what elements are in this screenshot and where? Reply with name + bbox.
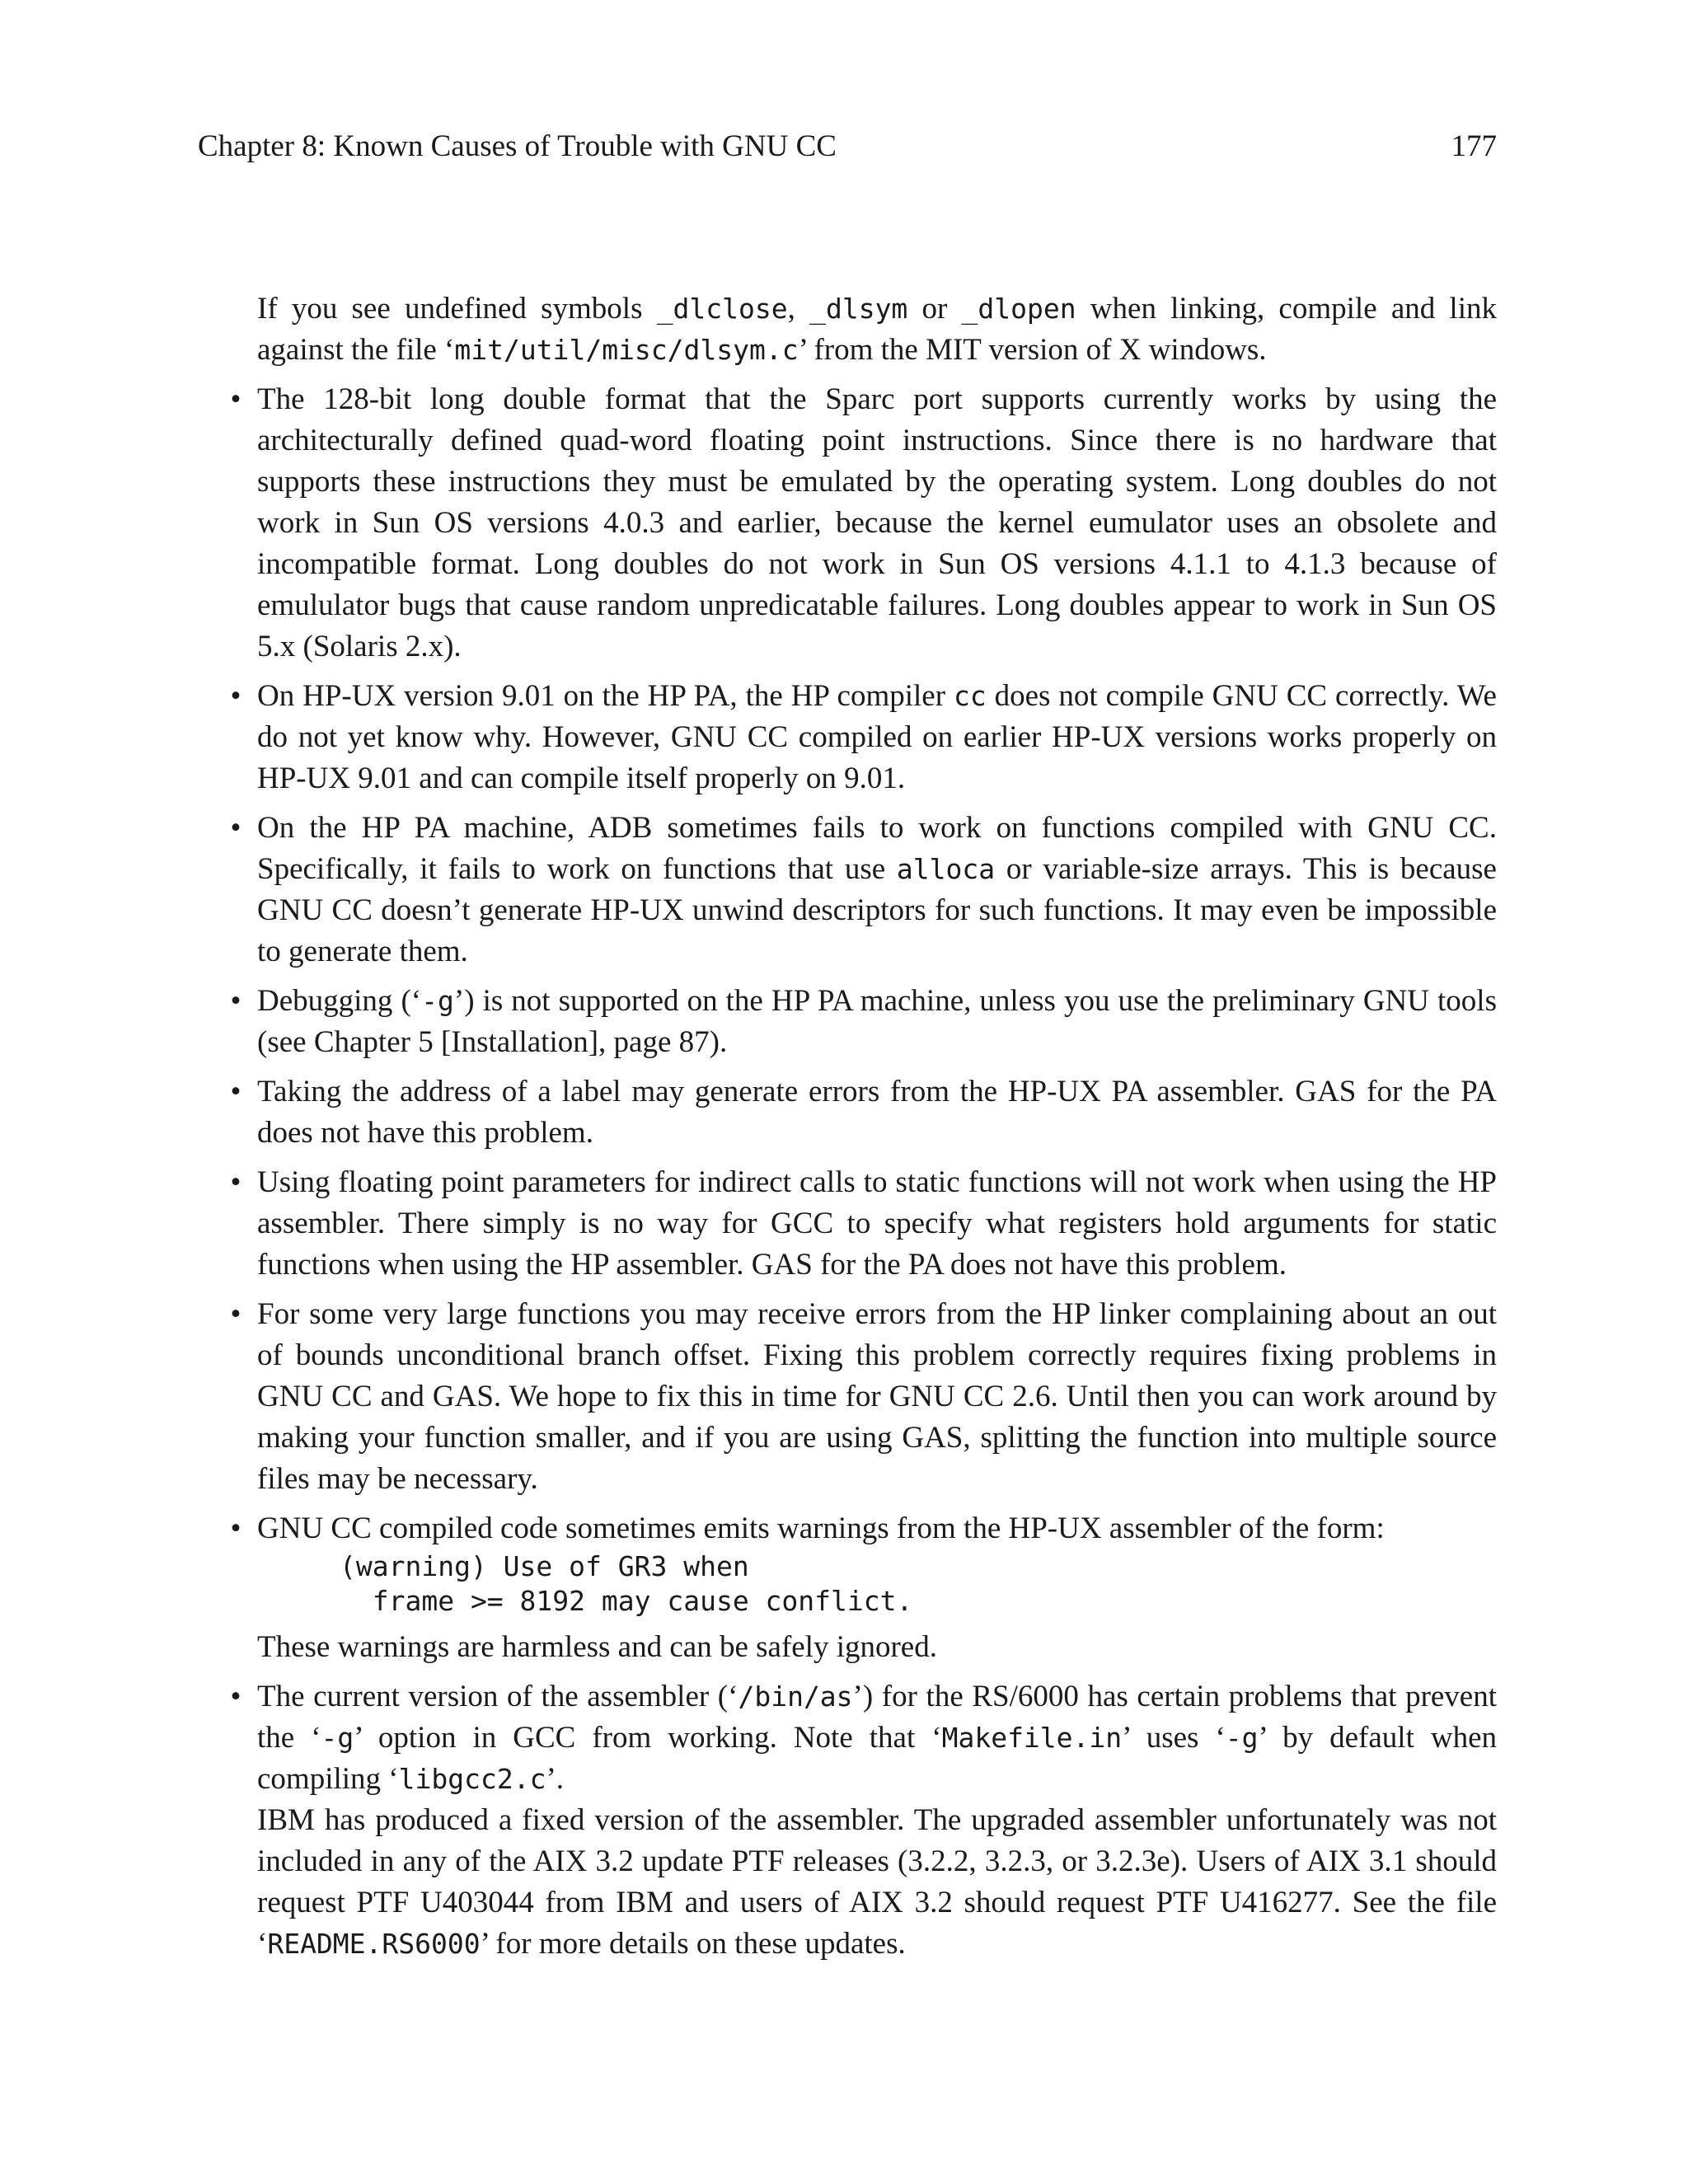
example-line: (warning) Use of GR3 when [340, 1550, 749, 1582]
text-run: If you see undefined symbols [257, 292, 657, 326]
text-run: The current version of the assembler (‘ [257, 1680, 738, 1713]
item-text: For some very large functions you may receive errors from the HP linker complaining about an out of bounds unconditional branch offset. Fixing this problem correctly requires fixing problems in GNU CC and GAS. We hope to fix this in time for GNU CC 2.6. Until then you can work around by making your function smaller, and if you are using GAS, splitting the function into multiple source files may be necessary. [257, 1297, 1497, 1496]
bullet-icon: • [230, 1297, 241, 1331]
text-run: ’ by default when compiling ‘ [257, 1721, 1498, 1796]
bullet-icon: • [230, 1511, 241, 1545]
code-dlclose: _dlclose [656, 293, 788, 325]
body-text [230, 288, 1498, 1973]
item-text [257, 1676, 1497, 1800]
text-run: or [907, 292, 962, 326]
item-text [257, 676, 1497, 799]
example-line: frame >= 8192 may cause conflict. [340, 1585, 913, 1617]
file-libgcc2: libgcc2.c [398, 1763, 546, 1795]
list-item-label-address [230, 1071, 1497, 1154]
list-item-sparc [230, 379, 1497, 668]
trouble-list [230, 379, 1498, 1965]
list-item-warnings [230, 1508, 1497, 1668]
item-text: Taking the address of a label may generate errors from the HP-UX PA assembler. GAS for the PA does not have this problem. [257, 1075, 1497, 1150]
file-makefile-in: Makefile.in [941, 1722, 1123, 1754]
list-item-adb [230, 808, 1497, 972]
code-g-option: -g [321, 1722, 354, 1754]
text-run: ’ from the MIT version of X windows. [798, 333, 1267, 367]
bullet-icon: • [230, 984, 241, 1018]
text-run: ’. [546, 1762, 565, 1796]
text-run: IBM has produced a fixed version of the assembler. The upgraded assembler unfortunately was not included in any of the AIX 3.2 update PTF releases (3.2.2, 3.2.3, or 3.2.3e). Users of AIX 3.1 should request PTF U403044 from IBM and users of AIX 3.2 should request PTF U416277. See the file ‘ [257, 1803, 1497, 1961]
list-item-hpux-cc [230, 676, 1497, 799]
item-text: Using floating point parameters for indirect calls to static functions will not work when using the HP assembler. There simply is no way for GCC to specify what registers hold arguments for static functions when using the HP assembler. GAS for the PA does not have this problem. [257, 1165, 1497, 1282]
item-text [257, 981, 1497, 1063]
item-text [257, 808, 1497, 972]
bullet-icon: • [230, 679, 241, 713]
text-run: On the HP PA machine, ADB sometimes fails to work on functions compiled with GNU CC. Specifically, it fails to work on functions that use [257, 811, 1497, 886]
code-example [340, 1549, 1497, 1619]
file-dlsym: mit/util/misc/dlsym.c [454, 334, 799, 366]
item-second-paragraph [257, 1800, 1497, 1965]
text-run: Debugging (‘ [257, 984, 422, 1018]
page-number: 177 [1451, 129, 1497, 163]
file-readme-rs6000: README.RS6000 [267, 1928, 481, 1960]
code-dlsym: _dlsym [809, 293, 908, 325]
item-text: GNU CC compiled code sometimes emits warnings from the HP-UX assembler of the form: [257, 1511, 1385, 1545]
text-run: ’) for the RS/6000 has certain problems that prevent the ‘ [257, 1680, 1498, 1755]
bullet-icon: • [230, 382, 241, 416]
list-item-debugging [230, 981, 1497, 1063]
text-run: ’ uses ‘ [1122, 1721, 1226, 1755]
code-dlopen: _dlopen [961, 293, 1076, 325]
bullet-icon: • [230, 1165, 241, 1199]
bullet-icon: • [230, 1075, 241, 1108]
text-run: does not compile GNU CC correctly. We do not yet know why. However, GNU CC compiled on earlier HP-UX versions works properly on HP-UX 9.01 and can compile itself properly on 9.01. [257, 679, 1497, 795]
intro-paragraph [257, 288, 1497, 371]
running-header [198, 125, 1497, 168]
file-bin-as: /bin/as [738, 1680, 853, 1713]
chapter-title: Chapter 8: Known Causes of Trouble with GNU CC [198, 129, 837, 163]
text-run: ’ for more details on these updates. [480, 1927, 906, 1961]
text-run: or variable-size arrays. This is because GNU CC doesn’t generate HP-UX unwind descriptors for such functions. It may even be impossible to generate them. [257, 852, 1497, 968]
code-cc: cc [953, 680, 987, 712]
text-run: when linking, compile and link against the file ‘ [257, 292, 1497, 367]
text-run: On HP-UX version 9.01 on the HP PA, the HP compiler [257, 679, 954, 713]
code-g-option: -g [421, 985, 454, 1017]
bullet-icon: • [230, 811, 241, 845]
code-g-option: -g [1225, 1722, 1259, 1754]
item-followup-text: These warnings are harmless and can be safely ignored. [257, 1630, 937, 1664]
code-alloca: alloca [896, 853, 996, 885]
item-text: The 128-bit long double format that the Sparc port supports currently works by using the architecturally defined quad-word floating point instructions. Since there is no hardware that supports these instructions they must be emulated by the operating system. Long doubles do not work in Sun OS versions 4.0.3 and earlier, because the kernel eumulator uses an obsolete and incompatible format. Long doubles do not work in Sun OS versions 4.1.1 to 4.1.3 because of emululator bugs that cause random unpredicatable failures. Long doubles appear to work in Sun OS 5.x (Solaris 2.x). [257, 382, 1497, 663]
bullet-icon: • [230, 1680, 241, 1713]
list-item-rs6000 [230, 1676, 1498, 1965]
text-run: , [787, 292, 810, 326]
text-run: ’) is not supported on the HP PA machine, unless you use the preliminary GNU tools (see Chapter 5 [Installation], page 87). [257, 984, 1497, 1059]
list-item-large-functions [230, 1294, 1497, 1500]
list-item-floating-params [230, 1162, 1497, 1286]
text-run: ’ option in GCC from working. Note that ‘ [354, 1721, 942, 1755]
